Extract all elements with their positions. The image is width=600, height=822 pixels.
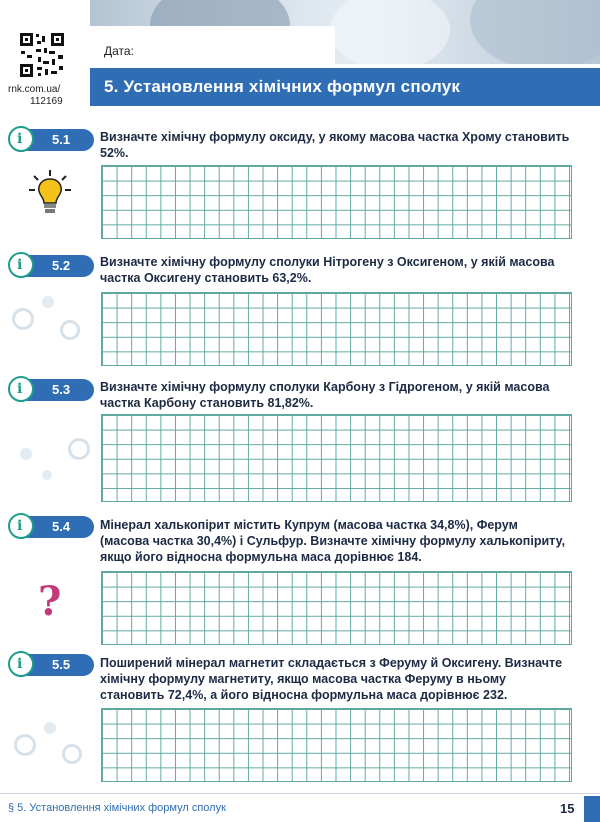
- decor-dot: [44, 722, 56, 734]
- task-tab-5-4: [8, 513, 94, 539]
- task-text-5-5: Поширений мінерал магнетит складається з Феруму й Оксигену. Визначте хімічну формулу магнетиту, якщо масова частка Феруму в ньому становить 72,4%, а його відносна формульна маса дорівнює 232.: [100, 656, 563, 702]
- task-number: 5.3: [52, 382, 71, 397]
- task-text-5-3: Визначте хімічну формулу сполуки Карбону з Гідрогеном, у якій масова частка Карбону становить 81,82%.: [100, 380, 550, 410]
- page-number: 15: [560, 801, 575, 816]
- decor-ring: [14, 734, 36, 756]
- page-accent-bar: [584, 796, 600, 822]
- site-url[interactable]: rnk.com.ua/: [8, 84, 61, 95]
- task-number: 5.1: [52, 132, 71, 147]
- task-number: 5.2: [52, 258, 71, 273]
- answer-grid-5-1[interactable]: [101, 165, 572, 239]
- qr-block: [0, 0, 90, 112]
- decor-ring: [62, 744, 82, 764]
- answer-grid-5-5[interactable]: [101, 708, 572, 782]
- info-icon: i: [8, 651, 34, 677]
- task-text-5-4: Мінерал халькопірит містить Купрум (масова частка 34,8%), Ферум (масова частка 30,4%) і Сульфур. Визначте хімічну формулу халькопіриту, якщо його відносна формульна маса дорівнює 184.: [100, 518, 566, 564]
- task-tab-5-3: [8, 376, 94, 402]
- resource-code: 112169: [30, 96, 63, 107]
- decor-dot: [42, 470, 52, 480]
- qr-code-icon[interactable]: [18, 31, 66, 79]
- task-text-5-2: Визначте хімічну формулу сполуки Нітрогену з Оксигеном, у якій масова частка Оксигену становить 63,2%.: [100, 255, 555, 285]
- decor-dot: [42, 296, 54, 308]
- decor-ring: [12, 308, 34, 330]
- decor-ring: [68, 438, 90, 460]
- decor-ring: [60, 320, 80, 340]
- page-title: 5. Установлення хімічних формул сполук: [104, 77, 461, 96]
- answer-grid-5-2[interactable]: [101, 292, 572, 366]
- task-tab-5-2: [8, 252, 94, 278]
- task-text-5-1: Визначте хімічну формулу оксиду, у якому масова частка Хрому становить 52%.: [100, 130, 570, 160]
- task-number: 5.4: [52, 519, 71, 534]
- lightbulb-icon: [28, 168, 72, 218]
- question-mark-icon: ?: [38, 578, 62, 625]
- info-icon: i: [8, 126, 34, 152]
- answer-grid-5-3[interactable]: [101, 414, 572, 502]
- info-icon: i: [8, 376, 34, 402]
- date-label: Дата:: [104, 44, 134, 58]
- footer-section: § 5. Установлення хімічних формул сполук: [8, 802, 226, 814]
- decor-dot: [20, 448, 32, 460]
- task-tab-5-1: [8, 126, 94, 152]
- info-icon: i: [8, 513, 34, 539]
- task-number: 5.5: [52, 657, 71, 672]
- answer-grid-5-4[interactable]: [101, 571, 572, 645]
- task-tab-5-5: [8, 651, 94, 677]
- footer-divider: [0, 793, 600, 794]
- info-icon: i: [8, 252, 34, 278]
